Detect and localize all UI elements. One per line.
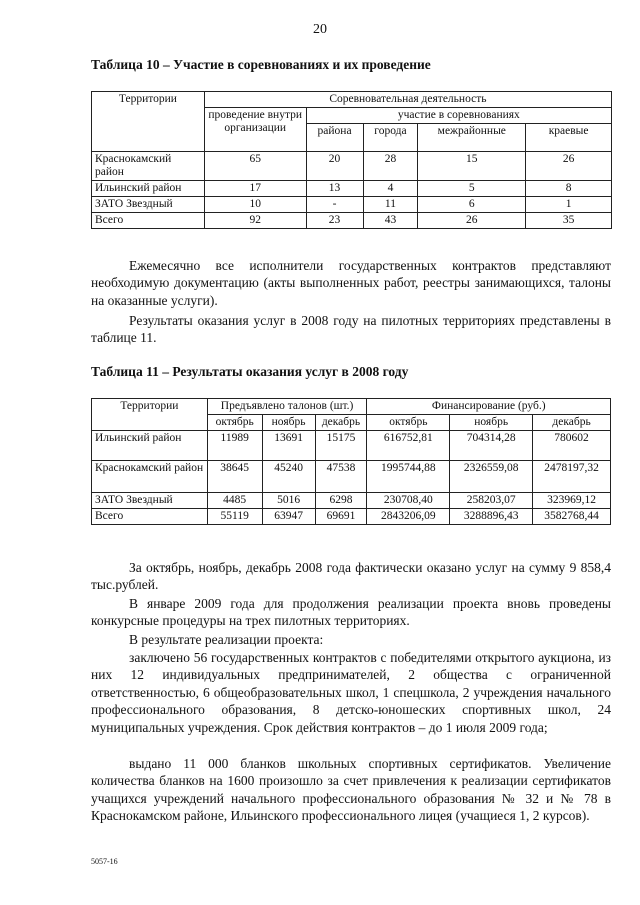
t11-header-nov: ноябрь xyxy=(450,415,533,431)
cell: 43 xyxy=(363,213,418,229)
cell: 258203,07 xyxy=(450,493,533,509)
t11-header-oct: октябрь xyxy=(367,415,450,431)
cell: 1995744,88 xyxy=(367,461,450,493)
t11-header-finance: Финансирование (руб.) xyxy=(367,399,611,415)
paragraph-contracts: заключено 56 государственных контрактов с победителями открытого аукциона, из них 12 индивидуальных предпринимателей, 2 общества с ограниченной ответственностью, 6 общеобразовательных школ, 1 спецшкола, 2 учреждения начального профессионального образования, 8 детско-юношеских спортивных школ, 24 муниципальных учреждения. Срок действия контрактов – до 1 июля 2009 года; xyxy=(91,650,611,735)
row-name: Ильинский район xyxy=(92,431,208,461)
t11-header-oct: октябрь xyxy=(207,415,262,431)
cell: 26 xyxy=(418,213,526,229)
cell: 323969,12 xyxy=(533,493,611,509)
cell: 6 xyxy=(418,197,526,213)
cell: 11989 xyxy=(207,431,262,461)
table-row xyxy=(92,461,611,493)
table-row xyxy=(92,152,612,181)
t11-header-dec: декабрь xyxy=(533,415,611,431)
cell: 63947 xyxy=(262,509,315,525)
table-row xyxy=(92,493,611,509)
cell: 4485 xyxy=(207,493,262,509)
cell: 8 xyxy=(526,181,612,197)
table-row xyxy=(92,431,611,461)
cell: 17 xyxy=(204,181,306,197)
row-name: Ильинский район xyxy=(92,181,205,197)
cell: 5 xyxy=(418,181,526,197)
cell: 704314,28 xyxy=(450,431,533,461)
cell: 3288896,43 xyxy=(450,509,533,525)
cell: 1 xyxy=(526,197,612,213)
paragraph-total-sum: За октябрь, ноябрь, декабрь 2008 года фактически оказано услуг на сумму 9 858,4 тыс.рублей. xyxy=(91,560,611,593)
cell: 26 xyxy=(526,152,612,181)
t10-header-territory: Территории xyxy=(92,92,205,152)
t10-header-regional: краевые xyxy=(526,124,612,152)
t11-header-coupons: Предъявлено талонов (шт.) xyxy=(207,399,367,415)
cell: 230708,40 xyxy=(367,493,450,509)
cell: 13691 xyxy=(262,431,315,461)
table11-caption: Таблица 11 – Результаты оказания услуг в 2008 году xyxy=(91,364,409,379)
t10-header-district: района xyxy=(306,124,363,152)
cell: 55119 xyxy=(207,509,262,525)
paragraph-certificates: выдано 11 000 бланков школьных спортивных сертификатов. Увеличение количества бланков на 1600 произошло за счет привлечения к реализации сертификатов учащихся учреждений начального профессионального образования № 32 и № 78 в Краснокамском районе, Ильинского профессионального лицея (учащиеся 1, 2 курсов). xyxy=(91,756,611,824)
cell: 45240 xyxy=(262,461,315,493)
row-name: Краснокамский район xyxy=(92,461,208,493)
footer-code: 5057-16 xyxy=(91,857,118,866)
cell: 35 xyxy=(526,213,612,229)
cell: 2843206,09 xyxy=(367,509,450,525)
cell: 65 xyxy=(204,152,306,181)
cell: 23 xyxy=(306,213,363,229)
cell: 15 xyxy=(418,152,526,181)
cell: 28 xyxy=(363,152,418,181)
cell: 38645 xyxy=(207,461,262,493)
paragraph-january: В январе 2009 года для продолжения реализации проекта вновь проведены конкурсные процедуры на трех пилотных территориях. xyxy=(91,596,611,629)
table10 xyxy=(91,91,612,229)
row-name: Всего xyxy=(92,509,208,525)
paragraph-documentation: Ежемесячно все исполнители государственных контрактов представляют необходимую документацию (акты выполненных работ, реестры занимающихся, талоны на оказанные услуги). xyxy=(91,258,611,308)
cell: 780602 xyxy=(533,431,611,461)
page-number: 20 xyxy=(313,22,327,37)
cell: 47538 xyxy=(315,461,367,493)
paragraph-results-intro: Результаты оказания услуг в 2008 году на пилотных территориях представлены в таблице 11. xyxy=(91,313,611,346)
row-name: ЗАТО Звездный xyxy=(92,197,205,213)
table10-caption: Таблица 10 – Участие в соревнованиях и их проведение xyxy=(91,57,431,72)
t10-header-participation: участие в соревнованиях xyxy=(306,108,611,124)
cell: 2326559,08 xyxy=(450,461,533,493)
row-name: Краснокамский район xyxy=(92,152,205,181)
table-row xyxy=(92,197,612,213)
table-row xyxy=(92,509,611,525)
t11-header-nov: ноябрь xyxy=(262,415,315,431)
cell: 13 xyxy=(306,181,363,197)
cell: 616752,81 xyxy=(367,431,450,461)
t11-header-territory: Территории xyxy=(92,399,208,431)
paragraph-results-heading: В результате реализации проекта: xyxy=(129,632,324,647)
cell: - xyxy=(306,197,363,213)
cell: 6298 xyxy=(315,493,367,509)
cell: 20 xyxy=(306,152,363,181)
t10-header-interdistrict: межрайонные xyxy=(418,124,526,152)
t10-header-city: города xyxy=(363,124,418,152)
t10-header-internal: проведение внутри организации xyxy=(204,108,306,152)
cell: 69691 xyxy=(315,509,367,525)
t10-header-activity: Соревновательная деятельность xyxy=(204,92,611,108)
cell: 10 xyxy=(204,197,306,213)
row-name: ЗАТО Звездный xyxy=(92,493,208,509)
table11 xyxy=(91,398,611,525)
row-name: Всего xyxy=(92,213,205,229)
cell: 3582768,44 xyxy=(533,509,611,525)
cell: 15175 xyxy=(315,431,367,461)
table-row xyxy=(92,181,612,197)
table-row xyxy=(92,213,612,229)
cell: 2478197,32 xyxy=(533,461,611,493)
cell: 4 xyxy=(363,181,418,197)
cell: 92 xyxy=(204,213,306,229)
cell: 5016 xyxy=(262,493,315,509)
cell: 11 xyxy=(363,197,418,213)
t11-header-dec: декабрь xyxy=(315,415,367,431)
